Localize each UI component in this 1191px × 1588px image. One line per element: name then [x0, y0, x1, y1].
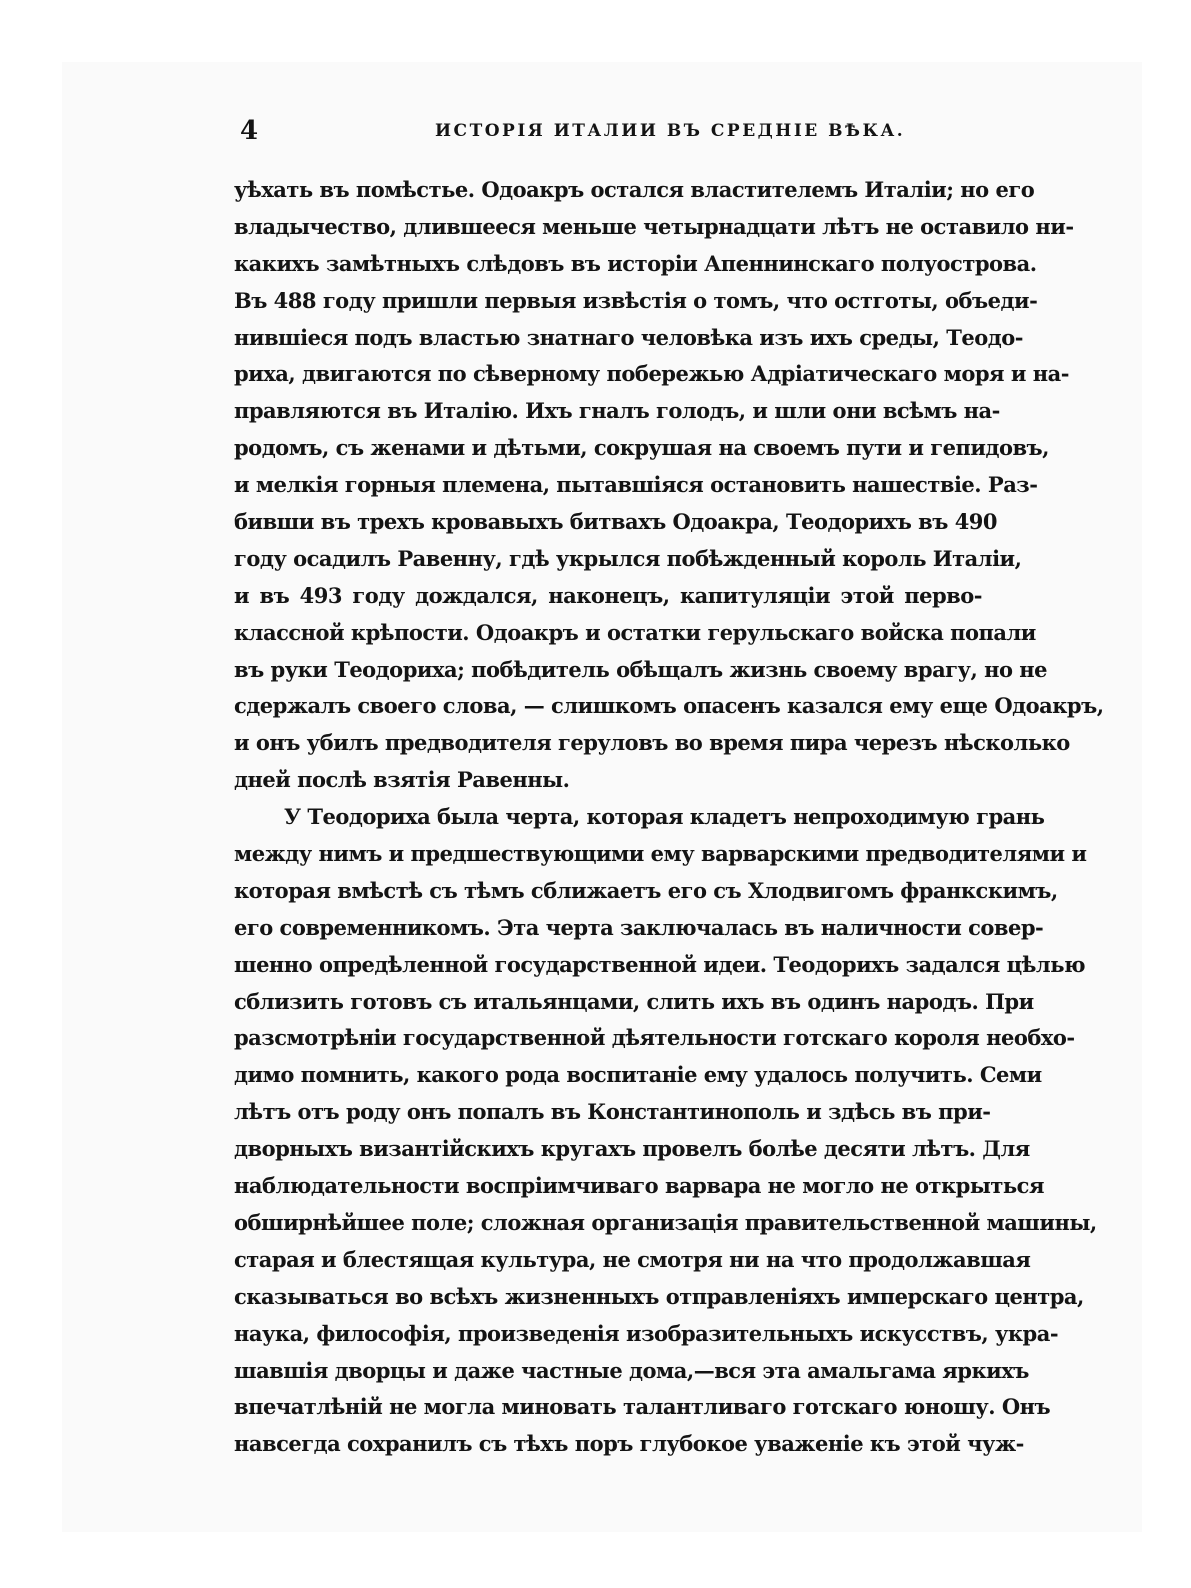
text-line: сблизить готовъ съ итальянцами, слить ихъ въ одинъ народъ. При	[234, 988, 1034, 1014]
text-line: его современникомъ. Эта черта заключалась въ наличности совер-	[234, 914, 1044, 940]
text-line: классной крѣпости. Одоакръ и остатки герульскаго войска попали	[234, 619, 1036, 645]
body-text	[234, 172, 1104, 1463]
text-line: наука, философія, произведенія изобразительныхъ искусствъ, укра-	[234, 1320, 1059, 1346]
running-title: ИСТОРІЯ ИТАЛИИ ВЪ СРЕДНІЕ ВѢКА.	[435, 121, 906, 141]
text-line: наблюдательности воспріимчиваго варвара не могло не открыться	[234, 1173, 1044, 1199]
text-line: и въ 493 году дождался, наконецъ, капитуляціи этой перво-	[234, 582, 982, 608]
text-line: и онъ убилъ предводителя геруловъ во время пира черезъ нѣсколько	[234, 730, 1070, 756]
text-line: старая и блестящая культура, не смотря ни на что продолжавшая	[234, 1246, 1031, 1272]
text-line: нившіеся подъ властью знатнаго человѣка изъ ихъ среды, Теодо-	[234, 324, 1023, 350]
text-line: впечатлѣній не могла миновать талантливаго готскаго юношу. Онъ	[234, 1394, 1051, 1420]
text-line: Въ 488 году пришли первыя извѣстія о томъ, что остготы, объеди-	[234, 287, 1038, 313]
text-line: димо помнить, какого рода воспитаніе ему удалось получить. Семи	[234, 1062, 1042, 1088]
text-line: уѣхать въ помѣстье. Одоакръ остался властителемъ Италіи; но его	[234, 177, 1035, 202]
text-line: и мелкія горныя племена, пытавшіяся остановить нашествіе. Раз-	[234, 472, 1038, 498]
text-line: риха, двигаются по сѣверному побережью Адріатическаго моря и на-	[234, 361, 1069, 387]
text-line: въ руки Теодориха; побѣдитель обѣщалъ жизнь своему врагу, но не	[234, 656, 1048, 682]
text-line: лѣтъ отъ роду онъ попалъ въ Константинополь и здѣсь въ при-	[234, 1099, 991, 1125]
text-line: которая вмѣстѣ съ тѣмъ сближаетъ его съ Хлодвигомъ франкскимъ,	[234, 877, 1058, 903]
paragraph-1	[234, 172, 1104, 799]
page-number: 4	[240, 116, 259, 146]
text-line: шавшія дворцы и даже частные дома,—вся эта амальгама яркихъ	[234, 1357, 1029, 1383]
text-line: какихъ замѣтныхъ слѣдовъ въ исторіи Апеннинскаго полуострова.	[234, 250, 1037, 276]
page-header	[240, 113, 980, 149]
text-line: сдержалъ своего слова, — слишкомъ опасенъ казался ему еще Одоакръ,	[234, 693, 1104, 719]
text-line: навсегда сохранилъ съ тѣхъ поръ глубокое уваженіе къ этой чуж-	[234, 1431, 1024, 1457]
text-line: правляются въ Италію. Ихъ гналъ голодъ, и шли они всѣмъ на-	[234, 398, 1000, 424]
text-line: владычество, длившееся меньше четырнадцати лѣтъ не оставило ни-	[234, 213, 1074, 239]
text-line: дней послѣ взятія Равенны.	[234, 767, 570, 793]
text-line: шенно опредѣленной государственной идеи. Теодорихъ задался цѣлью	[234, 951, 1085, 977]
text-line: сказываться во всѣхъ жизненныхъ отправленіяхъ имперскаго центра,	[234, 1283, 1084, 1309]
text-line: между нимъ и предшествующими ему варварскими предводителями и	[234, 841, 1087, 867]
text-line: У Теодориха была черта, которая кладетъ непроходимую грань	[284, 804, 1045, 830]
text-line: бивши въ трехъ кровавыхъ битвахъ Одоакра, Теодорихъ въ 490	[234, 509, 998, 535]
text-line: году осадилъ Равенну, гдѣ укрылся побѣжденный король Италіи,	[234, 545, 1022, 571]
paragraph-2	[234, 799, 1097, 1463]
text-line: дворныхъ византійскихъ кругахъ провелъ болѣе десяти лѣтъ. Для	[234, 1136, 1030, 1162]
text-line: родомъ, съ женами и дѣтьми, сокрушая на своемъ пути и гепидовъ,	[234, 435, 1049, 461]
text-line: разсмотрѣніи государственной дѣятельности готскаго короля необхо-	[234, 1025, 1075, 1051]
text-line: обширнѣйшее поле; сложная организація правительственной машины,	[234, 1209, 1097, 1235]
